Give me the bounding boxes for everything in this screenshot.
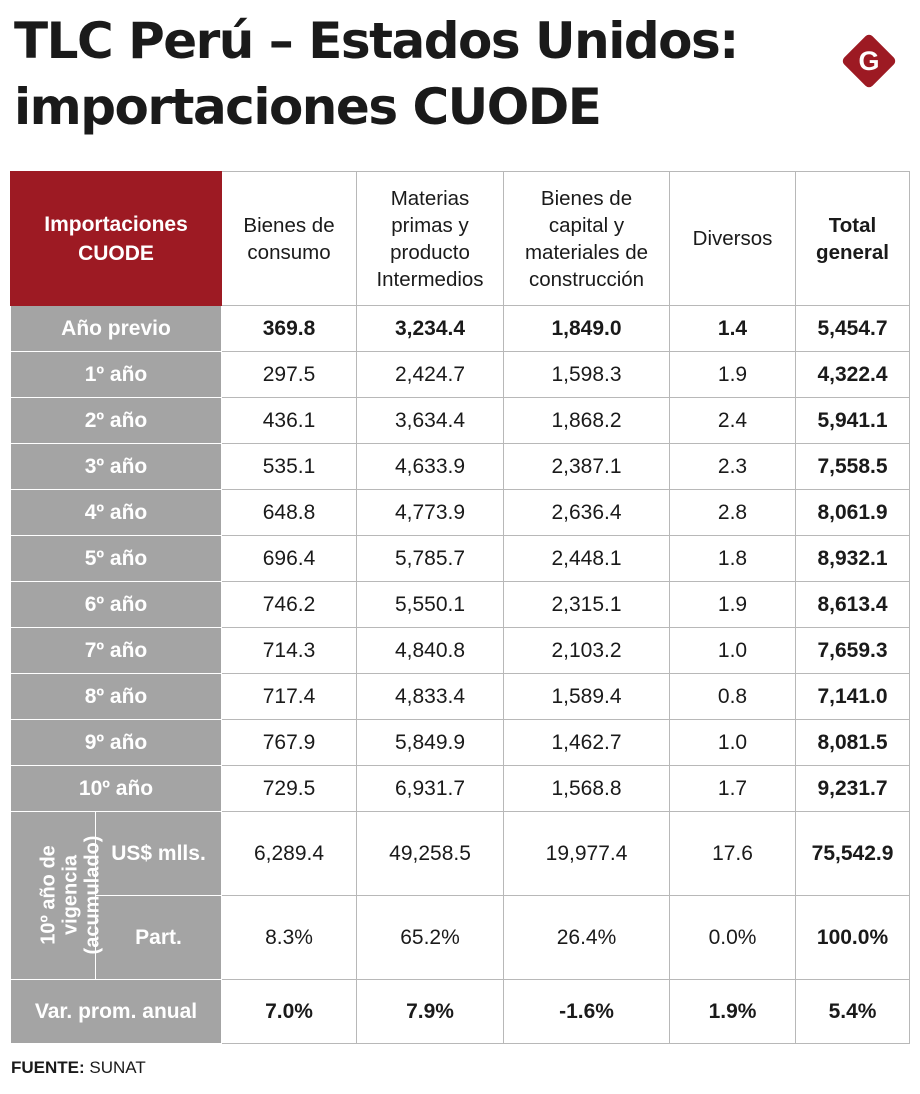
- row-total-cell: 8,932.1: [796, 536, 910, 582]
- row-value-cell: 2,424.7: [357, 352, 504, 398]
- row-label: 10º año: [11, 766, 222, 812]
- row-label: 7º año: [11, 628, 222, 674]
- row-value-cell: 767.9: [222, 720, 357, 766]
- var-prom-cell: 1.9%: [670, 980, 796, 1044]
- row-label: 8º año: [11, 674, 222, 720]
- row-total-cell: 8,061.9: [796, 490, 910, 536]
- table-row: [11, 490, 910, 536]
- imports-table: [10, 171, 910, 1044]
- table-row: [11, 582, 910, 628]
- row-value-cell: 2.8: [670, 490, 796, 536]
- row-label: 1º año: [11, 352, 222, 398]
- row-label: 5º año: [11, 536, 222, 582]
- accumulated-usd-cell: 49,258.5: [357, 812, 504, 896]
- source-note: [11, 1058, 146, 1078]
- row-value-cell: 2,103.2: [504, 628, 670, 674]
- table-row: [11, 444, 910, 490]
- header-materias-primas: Materias primas y producto Intermedios: [357, 172, 504, 306]
- row-value-cell: 1.9: [670, 582, 796, 628]
- row-value-cell: 1.0: [670, 720, 796, 766]
- row-value-cell: 4,840.8: [357, 628, 504, 674]
- var-prom-cell: -1.6%: [504, 980, 670, 1044]
- table-row: [11, 628, 910, 674]
- accumulated-usd-label: US$ mlls.: [96, 812, 222, 896]
- page-title: [14, 8, 738, 140]
- header-row: [11, 172, 910, 306]
- table-row: [11, 766, 910, 812]
- row-value-cell: 4,773.9: [357, 490, 504, 536]
- accumulated-part-row: [11, 896, 910, 980]
- var-prom-cell: 5.4%: [796, 980, 910, 1044]
- var-prom-cell: 7.0%: [222, 980, 357, 1044]
- row-value-cell: 1,462.7: [504, 720, 670, 766]
- table-row: [11, 720, 910, 766]
- row-value-cell: 6,931.7: [357, 766, 504, 812]
- source-value: SUNAT: [89, 1058, 146, 1077]
- table-row: [11, 306, 910, 352]
- row-value-cell: 1,868.2: [504, 398, 670, 444]
- var-prom-row: [11, 980, 910, 1044]
- row-label: 4º año: [11, 490, 222, 536]
- accumulated-part-cell: 65.2%: [357, 896, 504, 980]
- row-value-cell: 2,387.1: [504, 444, 670, 490]
- accumulated-part-cell: 26.4%: [504, 896, 670, 980]
- row-value-cell: 4,633.9: [357, 444, 504, 490]
- row-value-cell: 2,448.1: [504, 536, 670, 582]
- row-value-cell: 729.5: [222, 766, 357, 812]
- row-value-cell: 1,589.4: [504, 674, 670, 720]
- row-value-cell: 5,550.1: [357, 582, 504, 628]
- accumulated-usd-cell: 17.6: [670, 812, 796, 896]
- row-total-cell: 4,322.4: [796, 352, 910, 398]
- table-row: [11, 674, 910, 720]
- table-row: [11, 398, 910, 444]
- accumulated-group-label: 10º año de vigencia (acumulado): [11, 812, 96, 980]
- row-value-cell: 297.5: [222, 352, 357, 398]
- row-total-cell: 8,613.4: [796, 582, 910, 628]
- source-label: FUENTE:: [11, 1058, 85, 1077]
- accumulated-part-cell: 0.0%: [670, 896, 796, 980]
- row-value-cell: 535.1: [222, 444, 357, 490]
- accumulated-part-cell: 8.3%: [222, 896, 357, 980]
- row-total-cell: 7,141.0: [796, 674, 910, 720]
- accumulated-usd-row: [11, 812, 910, 896]
- accumulated-usd-cell: 6,289.4: [222, 812, 357, 896]
- row-value-cell: 1.9: [670, 352, 796, 398]
- row-label: 9º año: [11, 720, 222, 766]
- row-value-cell: 3,234.4: [357, 306, 504, 352]
- row-value-cell: 4,833.4: [357, 674, 504, 720]
- accumulated-part-label: Part.: [96, 896, 222, 980]
- accumulated-usd-total: 75,542.9: [796, 812, 910, 896]
- row-value-cell: 1,568.8: [504, 766, 670, 812]
- row-value-cell: 1.7: [670, 766, 796, 812]
- row-total-cell: 7,558.5: [796, 444, 910, 490]
- row-value-cell: 436.1: [222, 398, 357, 444]
- row-value-cell: 369.8: [222, 306, 357, 352]
- accumulated-usd-cell: 19,977.4: [504, 812, 670, 896]
- row-value-cell: 5,785.7: [357, 536, 504, 582]
- row-value-cell: 1,849.0: [504, 306, 670, 352]
- row-value-cell: 1.4: [670, 306, 796, 352]
- year-rows: [11, 306, 910, 1044]
- header-total-general: Total general: [796, 172, 910, 306]
- row-value-cell: 0.8: [670, 674, 796, 720]
- row-total-cell: 5,941.1: [796, 398, 910, 444]
- title-line-2: importaciones CUODE: [14, 78, 601, 136]
- row-value-cell: 714.3: [222, 628, 357, 674]
- row-label: 2º año: [11, 398, 222, 444]
- row-total-cell: 5,454.7: [796, 306, 910, 352]
- row-total-cell: 7,659.3: [796, 628, 910, 674]
- row-value-cell: 1,598.3: [504, 352, 670, 398]
- row-value-cell: 717.4: [222, 674, 357, 720]
- row-value-cell: 5,849.9: [357, 720, 504, 766]
- row-label: Año previo: [11, 306, 222, 352]
- var-prom-cell: 7.9%: [357, 980, 504, 1044]
- var-prom-label: Var. prom. anual: [11, 980, 222, 1044]
- table-row: [11, 536, 910, 582]
- title-line-1: TLC Perú – Estados Unidos:: [14, 12, 738, 70]
- row-value-cell: 3,634.4: [357, 398, 504, 444]
- row-value-cell: 696.4: [222, 536, 357, 582]
- header-bienes-consumo: Bienes de consumo: [222, 172, 357, 306]
- row-value-cell: 648.8: [222, 490, 357, 536]
- row-value-cell: 746.2: [222, 582, 357, 628]
- header-corner: Importaciones CUODE: [11, 172, 222, 306]
- row-value-cell: 1.8: [670, 536, 796, 582]
- row-label: 3º año: [11, 444, 222, 490]
- header-diversos: Diversos: [670, 172, 796, 306]
- row-value-cell: 2,636.4: [504, 490, 670, 536]
- gestion-g-diamond-icon: [840, 32, 898, 90]
- row-value-cell: 1.0: [670, 628, 796, 674]
- logo-letter: G: [858, 46, 880, 76]
- row-total-cell: 9,231.7: [796, 766, 910, 812]
- row-total-cell: 8,081.5: [796, 720, 910, 766]
- row-value-cell: 2.3: [670, 444, 796, 490]
- accumulated-part-total: 100.0%: [796, 896, 910, 980]
- row-value-cell: 2,315.1: [504, 582, 670, 628]
- header-bienes-capital: Bienes de capital y materiales de construcción: [504, 172, 670, 306]
- row-value-cell: 2.4: [670, 398, 796, 444]
- row-label: 6º año: [11, 582, 222, 628]
- table-row: [11, 352, 910, 398]
